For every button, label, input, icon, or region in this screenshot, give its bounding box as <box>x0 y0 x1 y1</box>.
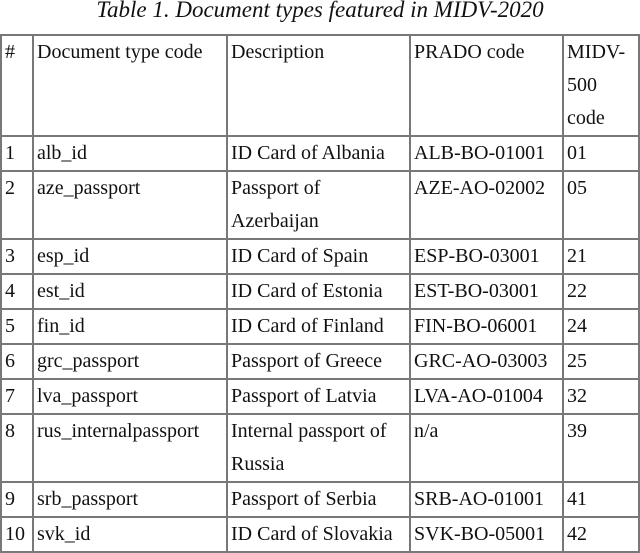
description-cell: Passport of Azerbaijan <box>227 171 410 239</box>
table-row <box>1 414 639 482</box>
description-cell: ID Card of Spain <box>227 239 410 274</box>
doc-type-code-cell: rus_internalpassport <box>33 414 227 482</box>
prado-code-cell: GRC-AO-03003 <box>410 344 563 379</box>
midv500-code-cell: 24 <box>563 309 639 344</box>
doc-type-code-cell: est_id <box>33 274 227 309</box>
table-row <box>1 274 639 309</box>
description-cell: ID Card of Slovakia <box>227 517 410 552</box>
midv500-code-cell: 25 <box>563 344 639 379</box>
prado-code-cell: ESP-BO-03001 <box>410 239 563 274</box>
row-number-cell: 10 <box>1 517 33 552</box>
description-cell: ID Card of Estonia <box>227 274 410 309</box>
row-number-cell: 5 <box>1 309 33 344</box>
doc-type-code-cell: aze_passport <box>33 171 227 239</box>
header-doc-type-code: Document type code <box>33 35 227 136</box>
row-number-cell: 8 <box>1 414 33 482</box>
doc-type-code-cell: esp_id <box>33 239 227 274</box>
table-row <box>1 136 639 171</box>
header-row-number: # <box>1 35 33 136</box>
midv500-code-cell: 42 <box>563 517 639 552</box>
row-number-cell: 3 <box>1 239 33 274</box>
header-prado-code: PRADO code <box>410 35 563 136</box>
doc-type-code-cell: lva_passport <box>33 379 227 414</box>
prado-code-cell: SVK-BO-05001 <box>410 517 563 552</box>
description-cell: Passport of Greece <box>227 344 410 379</box>
description-cell: Passport of Latvia <box>227 379 410 414</box>
prado-code-cell: SRB-AO-01001 <box>410 482 563 517</box>
midv500-code-cell: 21 <box>563 239 639 274</box>
description-cell: Passport of Serbia <box>227 482 410 517</box>
midv500-code-cell: 32 <box>563 379 639 414</box>
prado-code-cell: AZE-AO-02002 <box>410 171 563 239</box>
document-types-table <box>0 34 640 553</box>
table-row <box>1 344 639 379</box>
table-row <box>1 482 639 517</box>
description-cell: ID Card of Albania <box>227 136 410 171</box>
table-row <box>1 239 639 274</box>
row-number-cell: 2 <box>1 171 33 239</box>
prado-code-cell: n/a <box>410 414 563 482</box>
doc-type-code-cell: fin_id <box>33 309 227 344</box>
row-number-cell: 6 <box>1 344 33 379</box>
table-row <box>1 309 639 344</box>
table-caption: Table 1. Document types featured in MIDV-2020 <box>96 0 544 22</box>
header-row <box>1 35 639 136</box>
midv500-code-cell: 01 <box>563 136 639 171</box>
row-number-cell: 1 <box>1 136 33 171</box>
prado-code-cell: ALB-BO-01001 <box>410 136 563 171</box>
prado-code-cell: FIN-BO-06001 <box>410 309 563 344</box>
doc-type-code-cell: srb_passport <box>33 482 227 517</box>
midv500-code-cell: 41 <box>563 482 639 517</box>
row-number-cell: 4 <box>1 274 33 309</box>
table-row <box>1 171 639 239</box>
midv500-code-cell: 39 <box>563 414 639 482</box>
doc-type-code-cell: alb_id <box>33 136 227 171</box>
midv500-code-cell: 22 <box>563 274 639 309</box>
description-cell: Internal passport of Russia <box>227 414 410 482</box>
row-number-cell: 9 <box>1 482 33 517</box>
header-midv500-code: MIDV-500 code <box>563 35 639 136</box>
header-description: Description <box>227 35 410 136</box>
midv500-code-cell: 05 <box>563 171 639 239</box>
prado-code-cell: EST-BO-03001 <box>410 274 563 309</box>
description-cell: ID Card of Finland <box>227 309 410 344</box>
prado-code-cell: LVA-AO-01004 <box>410 379 563 414</box>
doc-type-code-cell: grc_passport <box>33 344 227 379</box>
doc-type-code-cell: svk_id <box>33 517 227 552</box>
row-number-cell: 7 <box>1 379 33 414</box>
table-row <box>1 379 639 414</box>
